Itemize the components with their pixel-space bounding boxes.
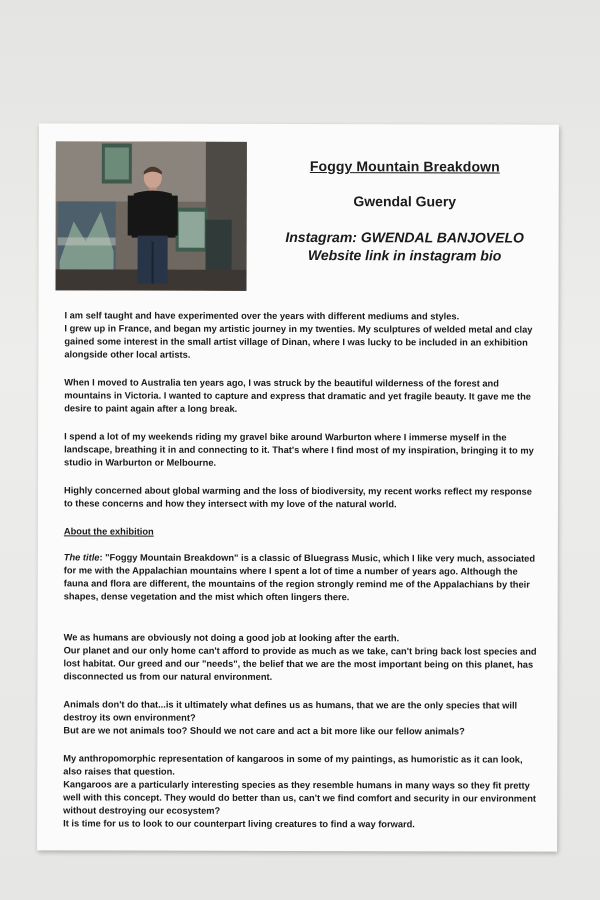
instagram-handle: : GWENDAL BANJOVELO (352, 229, 524, 246)
exhibition-title: Foggy Mountain Breakdown (309, 158, 500, 175)
exhibition-heading: About the exhibition (63, 526, 154, 537)
artist-studio-image (56, 141, 247, 290)
kangaroo-paragraph-2: Kangaroos are a particularly interesting species as they resemble humans in many ways so they fit pretty well with this concept. They would do better than us, can't we find comfort and security in our environment without destroying our ecosystem? (63, 779, 536, 816)
bio-paragraph-1a: I am self taught and have experimented over the years with different mediums and styles. (64, 310, 460, 322)
bio-paragraph-3: I spend a lot of my weekends riding my gravel bike around Warburton where I immerse myself in the landscape, breathing it in and connecting to it. That's where I find most of my inspiration, bringing it to my studio in Warburton or Melbourne. (64, 431, 534, 468)
kangaroo-paragraph-3: It is time for us to look to our counterpart living creatures to find a way forward. (63, 818, 415, 830)
artist-name: Gwendal Guery (353, 193, 457, 210)
instagram-label: Instagram (285, 228, 353, 246)
bio-paragraph-1b: I grew up in France, and began my artistic journey in my twenties. My sculptures of welded metal and clay gained some interest in the small artist village of Dinan, where I was lucky to be included in an exhibition alongside other local artists. (64, 323, 533, 360)
title-text: : "Foggy Mountain Breakdown" is a classic of Bluegrass Music, which I like very much, associated for me with the Appalachian mountains where I spent a lot of time a number of years ago. Although the fauna and flora are different, the mountains of the region strongly remind me of the Appalachians by their shapes, dense vegetation and the mist which often lingers there. (63, 552, 536, 603)
exhibition-sheet (37, 123, 559, 851)
website-line: Website link in instagram bio (307, 247, 502, 264)
humans-paragraph-1: We as humans are obviously not doing a good job at looking after the earth. (63, 632, 400, 644)
header-block (257, 158, 553, 264)
bio-paragraph-2: When I moved to Australia ten years ago, I was struck by the beautiful wilderness of the forest and mountains in Victoria. I wanted to capture and express that dramatic and yet fragile beauty. It gave me the desire to paint again after a long break. (64, 377, 531, 414)
title-label: The title (63, 552, 100, 563)
body-text (63, 309, 540, 831)
animals-paragraph-1: Animals don't do that...is it ultimately what defines us as humans, that we are the only species that will destroy its own environment? (63, 699, 518, 723)
artist-photo (56, 141, 247, 290)
kangaroo-paragraph-1: My anthropomorphic representation of kangaroos in some of my paintings, as humoristic as it can look, also raises that question. (63, 753, 523, 777)
humans-paragraph-2: Our planet and our only home can't afford to provide as much as we take, can't bring back lost species and lost habitat. Our greed and our "needs", the belief that we are the most important being on this planet, has disconnected us from our natural environment. (63, 645, 537, 682)
exhibition-title-paragraph (64, 551, 540, 604)
instagram-line (257, 229, 553, 246)
animals-paragraph-2: But are we not animals too? Should we not care and act a bit more like our fellow animals? (63, 725, 465, 737)
bio-paragraph-4: Highly concerned about global warming and the loss of biodiversity, my recent works reflect my response to these concerns and how they intersect with my love of the natural world. (63, 485, 532, 510)
